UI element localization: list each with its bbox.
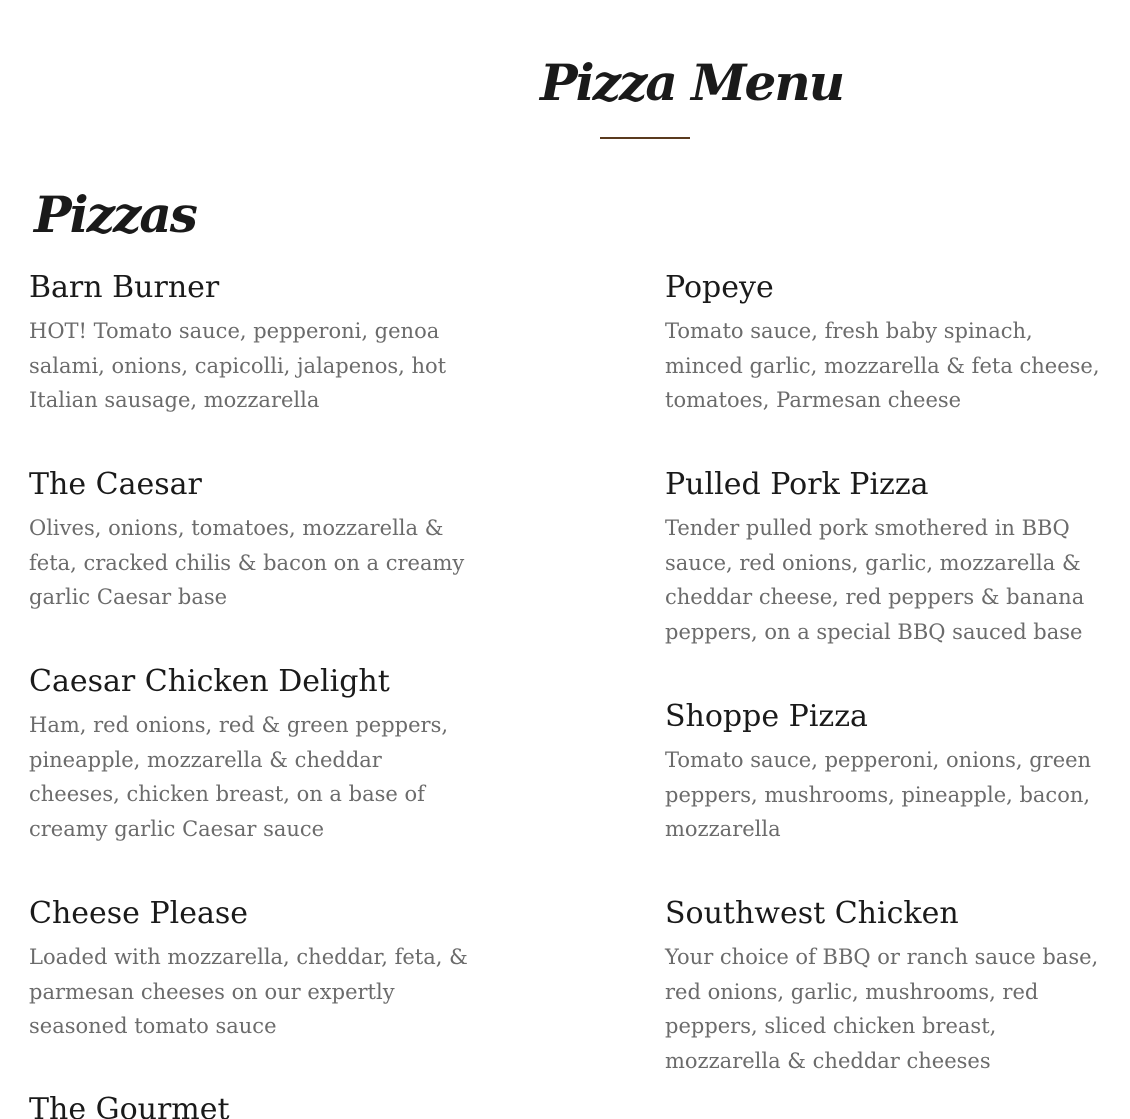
menu-item-caesar-chicken-delight xyxy=(29,662,479,846)
item-name: The Gourmet xyxy=(29,1092,230,1119)
menu-item-southwest-chicken xyxy=(665,894,1105,1078)
item-name: Popeye xyxy=(665,270,774,305)
item-name: Caesar Chicken Delight xyxy=(29,664,390,699)
menu-item-pulled-pork-pizza xyxy=(665,465,1105,649)
item-description: Your choice of BBQ or ranch sauce base, red onions, garlic, mushrooms, red peppers, sliced chicken breast, mozzarella & cheddar cheeses xyxy=(665,945,1099,1073)
menu-item-barn-burner xyxy=(29,268,479,418)
page-title: Pizza Menu xyxy=(540,53,844,112)
section-title-pizzas: Pizzas xyxy=(34,185,196,244)
item-name: Pulled Pork Pizza xyxy=(665,467,929,502)
menu-item-popeye xyxy=(665,268,1105,418)
item-name: Shoppe Pizza xyxy=(665,699,868,734)
menu-item-cheese-please xyxy=(29,894,479,1044)
item-name: The Caesar xyxy=(29,467,202,502)
item-description: Ham, red onions, red & green peppers, pineapple, mozzarella & cheddar cheeses, chicken breast, on a base of creamy garlic Caesar sauce xyxy=(29,713,449,841)
item-description: Tomato sauce, fresh baby spinach, minced garlic, mozzarella & feta cheese, tomatoes, Parmesan cheese xyxy=(665,319,1100,412)
title-divider xyxy=(600,137,690,139)
item-description: Loaded with mozzarella, cheddar, feta, & parmesan cheeses on our expertly seasoned tomato sauce xyxy=(29,945,468,1038)
item-name: Southwest Chicken xyxy=(665,896,959,931)
item-name: Barn Burner xyxy=(29,270,220,305)
item-description: HOT! Tomato sauce, pepperoni, genoa salami, onions, capicolli, jalapenos, hot Italian sausage, mozzarella xyxy=(29,319,447,412)
menu-item-shoppe-pizza xyxy=(665,697,1105,847)
item-name: Cheese Please xyxy=(29,896,249,931)
item-description: Olives, onions, tomatoes, mozzarella & feta, cracked chilis & bacon on a creamy garlic Caesar base xyxy=(29,516,465,609)
menu-item-the-caesar xyxy=(29,465,479,615)
item-description: Tomato sauce, pepperoni, onions, green peppers, mushrooms, pineapple, bacon, mozzarella xyxy=(665,748,1092,841)
menu-item-the-gourmet xyxy=(29,1090,479,1119)
item-description: Tender pulled pork smothered in BBQ sauce, red onions, garlic, mozzarella & cheddar cheese, red peppers & banana peppers, on a special BBQ sauced base xyxy=(665,516,1085,644)
